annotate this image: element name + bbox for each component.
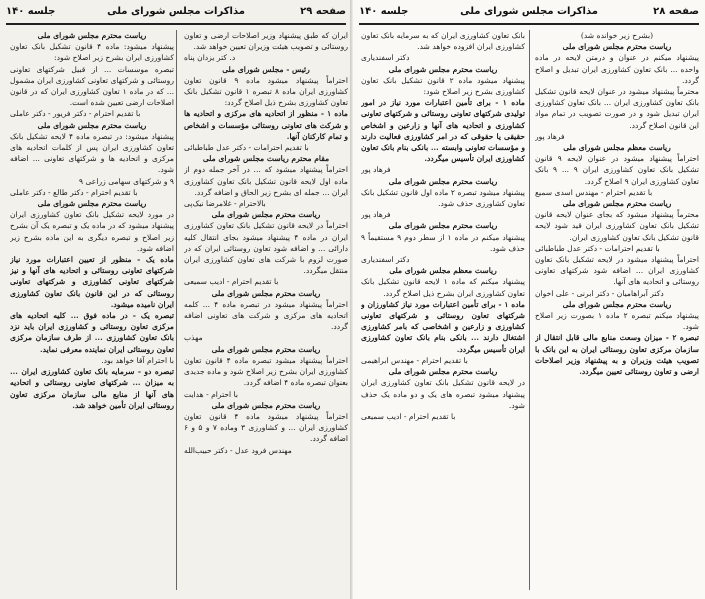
page-title: مذاکرات مجلس شورای ملی	[107, 6, 245, 17]
paragraph: در مورد لایحه تشکیل بانک تعاون کشاورزی ایران پیشنهاد میشود که در ماده یک و تبصره یک آن بشرح زیر اصلاح و تبصره دیگری به این ماده بشرح زیر اضافه شود.	[10, 210, 174, 253]
signature-line: فرهاد پور	[535, 131, 565, 141]
signature-line: دکتر آبراهامیان - دکتر ابرنی - علی اخوان	[535, 288, 664, 298]
paragraph: احتراماً پیشنهاد میشود ماده ۴ قانون تعاون کشاورزی ایران ... و کشاورزی ۳ وماده ۷ و ۵ و ۶ اضافه گردد.	[184, 411, 348, 444]
paragraph: پیشنهاد میکنم در ماده ۱ از سطر دوم ۹ مستقیماً ۹ حذف شود.	[361, 232, 525, 253]
section-heading: ریاست معظم مجلس شورای ملی	[389, 266, 497, 276]
signature-line: مهذب	[184, 333, 203, 343]
section-heading: ریاست محترم مجلس شورای ملی	[37, 31, 147, 40]
section-heading: ریاست محترم مجلس شورای ملی	[37, 199, 147, 209]
right-page	[353, 0, 705, 599]
signature-line: با تقدیم احترام - دکتر طالع - دکتر عاملی	[10, 187, 138, 197]
section-heading: ریاست محترم مجلس شورای ملی	[211, 210, 321, 220]
header-rule	[6, 23, 346, 25]
section-heading: ریاست محترم مجلس شورای ملی	[211, 400, 321, 410]
section-heading: ریاست محترم مجلس شورای ملی	[211, 288, 321, 298]
paragraph: ماده ۱ - منظور از اتحادیه های مرکزی و اتحادیه ها و شرکت های تعاونی روستائی مؤسسات و اشخاص و تمام کارکنان آنها.	[184, 109, 348, 141]
paragraph: محترماً پیشنهاد میشود در عنوان لایحه قانون تشکیل بانک تعاون کشاورزی ایران ... بانک تعاون کشاورزی ایران تبدیل شود و در صورت تصویب در تمام مواد این قانون اصلاح گردد.	[535, 87, 699, 130]
section-heading: ریاست محترم مجلس شورای ملی	[211, 344, 321, 354]
signature-line: مهندس فرود عدل - دکتر حبیب‌الله	[184, 445, 292, 455]
paragraph: احتراماً پیشنهاد میشود در عنوان لایحه ۹ قانون تشکیل بانک تعاون کشاورزی ایران ۹ ... ۹ بانک تعاون کشاورزی ایران ۹ اصلاح گردد.	[535, 154, 699, 186]
paragraph: تبصره موسسات ... از قبیل شرکتهای تعاونی روستائی و شرکتهای تعاونی کشاورزی ایران مشمول ... که در ماده ۱ تعاون کشاورزی ایران که در قانون اصلاحات ارضی تعیین شده است.	[10, 64, 174, 108]
paragraph: با احترام آقا خواهد بود.	[101, 355, 174, 365]
paragraph: احتراماً پیشنهاد میشود ماده ۹ قانون تعاون کشاورزی ایران ماده ۸ تبصره ۱ قانون تشکیل بانک تعاون کشاورزی بشرح ذیل اصلاح گردد:	[184, 75, 348, 108]
page-number: صفحه ۲۹	[300, 6, 346, 17]
session-number: جلسه ۱۴۰	[6, 6, 56, 17]
paragraph: پیشنهاد میشود تبصره ۲ ماده اول قانون تشکیل بانک تعاون کشاورزی حذف شود.	[361, 187, 525, 209]
section-heading: ریاست محترم مجلس شورای ملی	[388, 176, 498, 186]
paragraph: (بشرح زیر خوانده شد)	[580, 31, 654, 40]
section-heading: ریاست محترم مجلس شورای ملی	[562, 42, 672, 52]
signature-line: دکتر اسفندیاری	[361, 255, 410, 265]
signature-line: د. کتر یزدان پناه	[184, 53, 236, 63]
paragraph: احتراماً پیشنهاد میشود که ... در آخر جمله دوم از ماده اول لایحه قانون تشکیل بانک تعاون کشاورزی ایران ... جمله ای بشرح زیر الحاق و اضافه گردد.	[184, 165, 348, 197]
paragraph: تبصره ۲ - میزان وسعت منابع مالی قابل انتقال از سازمان مرکزی تعاون روستائی ایران به این بانک با تصویب هیئت وزیران و به پیشنهاد وزیر اصلاحات ارضی و تعاون روستائی تعیین میگردد.	[535, 333, 699, 377]
column-divider	[529, 30, 530, 590]
paragraph: پیشنهاد میکنم تبصره ۲ ماده ۱ بصورت زیر اصلاح شود.	[535, 311, 699, 332]
header-rule	[359, 23, 699, 25]
text-column	[184, 30, 348, 593]
column-divider	[176, 30, 177, 590]
text-column	[10, 30, 174, 593]
section-heading: مقام محترم ریاست مجلس شورای ملی	[202, 154, 330, 164]
signature-line: با تقدیم احترامات - دکتر عدل طباطبائی	[535, 243, 660, 253]
paragraph: در لایحه قانون تشکیل بانک تعاون کشاورزی ایران پیشنهاد میشود تبصره های یک و دو ماده یک حذف شود.	[361, 378, 525, 410]
paragraph: تبصره یک - در ماده فوق ... کلیه اتحادیه های مرکزی تعاون روستائی و کشاورزی ایران باید نزد بانک تعاون کشاورزی ... از طرف سازمان مرکزی تعاون روستائی ایران نماینده معرفی نماید.	[10, 311, 174, 354]
paragraph: محترماً پیشنهاد میشود که بجای عنوان لایحه قانون تشکیل بانک تعاون کشاورزی ایران قید شود لایحه قانون تشکیل بانک تعاون کشاورزی ایران.	[535, 210, 699, 242]
section-heading: ریاست محترم مجلس شورای ملی	[388, 367, 498, 377]
paragraph: پیشنهاد میشود: در تبصره ماده ۴ لایحه تشکیل بانک تعاون کشاورزی ایران پس از کلمات اتحادیه های مرکزی و اتحادیه ها و شرکتهای تعاونی ... اضافه شود.	[10, 131, 174, 175]
signature-line: با تقدیم احترام - مهندس اسدی سمیع	[535, 187, 653, 197]
right-page-header	[359, 6, 699, 22]
signature-line: دکتر اسفندیاری	[361, 53, 410, 63]
signature-line: فرهاد پور	[361, 165, 391, 175]
session-number: جلسه ۱۴۰	[359, 6, 409, 17]
paragraph: ماده یک - منظور از تعیین اعتبارات مورد نیاز شرکتهای تعاونی روستائی و اتحادیه های آنها و نیز شرکتهای تعاونی کشاورزی و شرکتهای تعاونی روستائی که در این قانون بانک تعاون کشاورزی ایران نامیده میشود.	[10, 255, 174, 309]
section-heading: ریاست محترم مجلس شورای ملی	[388, 64, 498, 74]
paragraph: احتراماً در لایحه قانون تشکیل بانک تعاون کشاورزی ایران در ماده ۴ پیشنهاد میشود بجای انتقال کلیه دارائی ... و اضافه شود تعاون روستائی ایران که در صورت لزوم با شرکت های تعاون کشاورزی ایران منتقل میگردد.	[184, 221, 348, 276]
left-page-header	[6, 6, 346, 22]
paragraph: پیشنهاد میکنم در عنوان و درمتن لایحه در ماده واحده ... بانک تعاون کشاورزی ایران تبدیل و اصلاح گردد.	[535, 53, 699, 85]
paragraph: پیشنهاد میشود: ماده ۴ قانون تشکیل بانک تعاون کشاورزی ایران بشرح زیر اصلاح شود:	[10, 42, 174, 63]
paragraph: احتراماً پیشنهاد میشود تبصره ماده ۴ قانون تعاون کشاورزی ایران بشرح زیر اصلاح شود و ماده جدیدی بعنوان تبصره ماده ۴ اضافه گردد.	[184, 355, 348, 388]
paragraph: ماده ۱ - برای تأمین اعتبارات مورد نیاز کشاورزان و شرکتهای تعاون روستائی و شرکتهای تعاونی کشاورزی و زارعین و اشخاصی که بامر کشاورزی اشتغال دارند ... بانکی بنام بانک تعاون کشاورزی ایران تأسیس میگردد.	[361, 299, 525, 354]
signature-line: با تقدیم احترام - ادیب سمیعی	[184, 277, 279, 287]
page-number: صفحه ۲۸	[653, 6, 699, 17]
signature-line: با تقدیم احترام - دکتر فریور - دکتر عاملی	[10, 109, 141, 119]
section-heading: ریاست محترم مجلس شورای ملی	[388, 221, 498, 231]
text-column	[535, 30, 699, 593]
paragraph: بانک تعاون کشاورزی ایران که به سرمایه بانک تعاون کشاورزی ایران افزوده خواهد شد.	[361, 31, 525, 52]
signature-line: با تقدیم احترامات - دکتر عدل طباطبائی	[184, 143, 309, 153]
page-title: مذاکرات مجلس شورای ملی	[460, 6, 598, 17]
paragraph: ایران که طبق پیشنهاد وزیر اصلاحات ارضی و تعاون روستائی و تصویب هیئت وزیران تعیین خواهد شد.	[184, 31, 348, 52]
signature-line: با احترام - هدایت	[184, 389, 239, 399]
signature-line: با تقدیم احترام - ادیب سمیعی	[361, 411, 456, 421]
paragraph: پیشنهاد میکنم که ماده ۱ لایحه قانون تشکیل بانک تعاون کشاورزی ایران بشرح ذیل اصلاح گردد.	[361, 277, 525, 298]
left-page	[0, 0, 352, 599]
signature-line: بالاحترام - غلامرضا نیک‌پی	[184, 199, 266, 209]
section-heading: ریاست محترم مجلس شورای ملی	[562, 299, 672, 309]
paragraph: ۹ و شرکتهای سهامی زراعی ۹	[78, 176, 174, 186]
paragraph: ماده ۱ - برای تأمین اعتبارات مورد نیاز در امور تولیدی شرکتهای تعاونی روستائی و شرکتهای تعاونی کشاورزی و اتحادیه های آنها و زارعین و اشخاص حقیقی یا حقوقی که در امر کشاورزی فعالیت دارند و مؤسسات تعاونی وابسته ... بانکی بنام بانک تعاون کشاورزی ایران تأسیس میگردد.	[361, 98, 525, 164]
section-heading: ریاست محترم مجلس شورای ملی	[562, 199, 672, 209]
signature-line: فرهاد پور	[361, 210, 391, 220]
signature-line: با تقدیم احترام - مهندس ابراهیمی	[361, 355, 468, 365]
section-heading: ریاست معظم مجلس شورای ملی	[563, 143, 671, 153]
paragraph: احتراماً پیشنهاد میشود در تبصره ماده ۴ ... کلمه اتحادیه های مرکزی و شرکت های تعاونی اضافه گردد.	[184, 299, 348, 332]
paragraph: تبصره دو - سرمایه بانک تعاون کشاورزی ایران ... به میزان ... شرکتهای تعاونی روستائی و اتحادیه های آنها از منابع مالی سازمان مرکزی تعاون روستائی ایران تأمین خواهد شد.	[10, 367, 174, 410]
paragraph: احتراماً پیشنهاد میشود در لایحه تشکیل بانک تعاون کشاورزی ایران ... اضافه شود شرکتهای تعاونی روستائی و اتحادیه های آنها.	[535, 255, 699, 287]
text-column	[361, 30, 525, 593]
section-heading: رئیس - مجلس شورای ملی	[222, 64, 310, 74]
section-heading: ریاست محترم مجلس شورای ملی	[37, 120, 147, 130]
paragraph: پیشنهاد میشود ماده ۲ قانون تشکیل بانک تعاون کشاورزی بشرح زیر اصلاح شود:	[361, 75, 525, 97]
